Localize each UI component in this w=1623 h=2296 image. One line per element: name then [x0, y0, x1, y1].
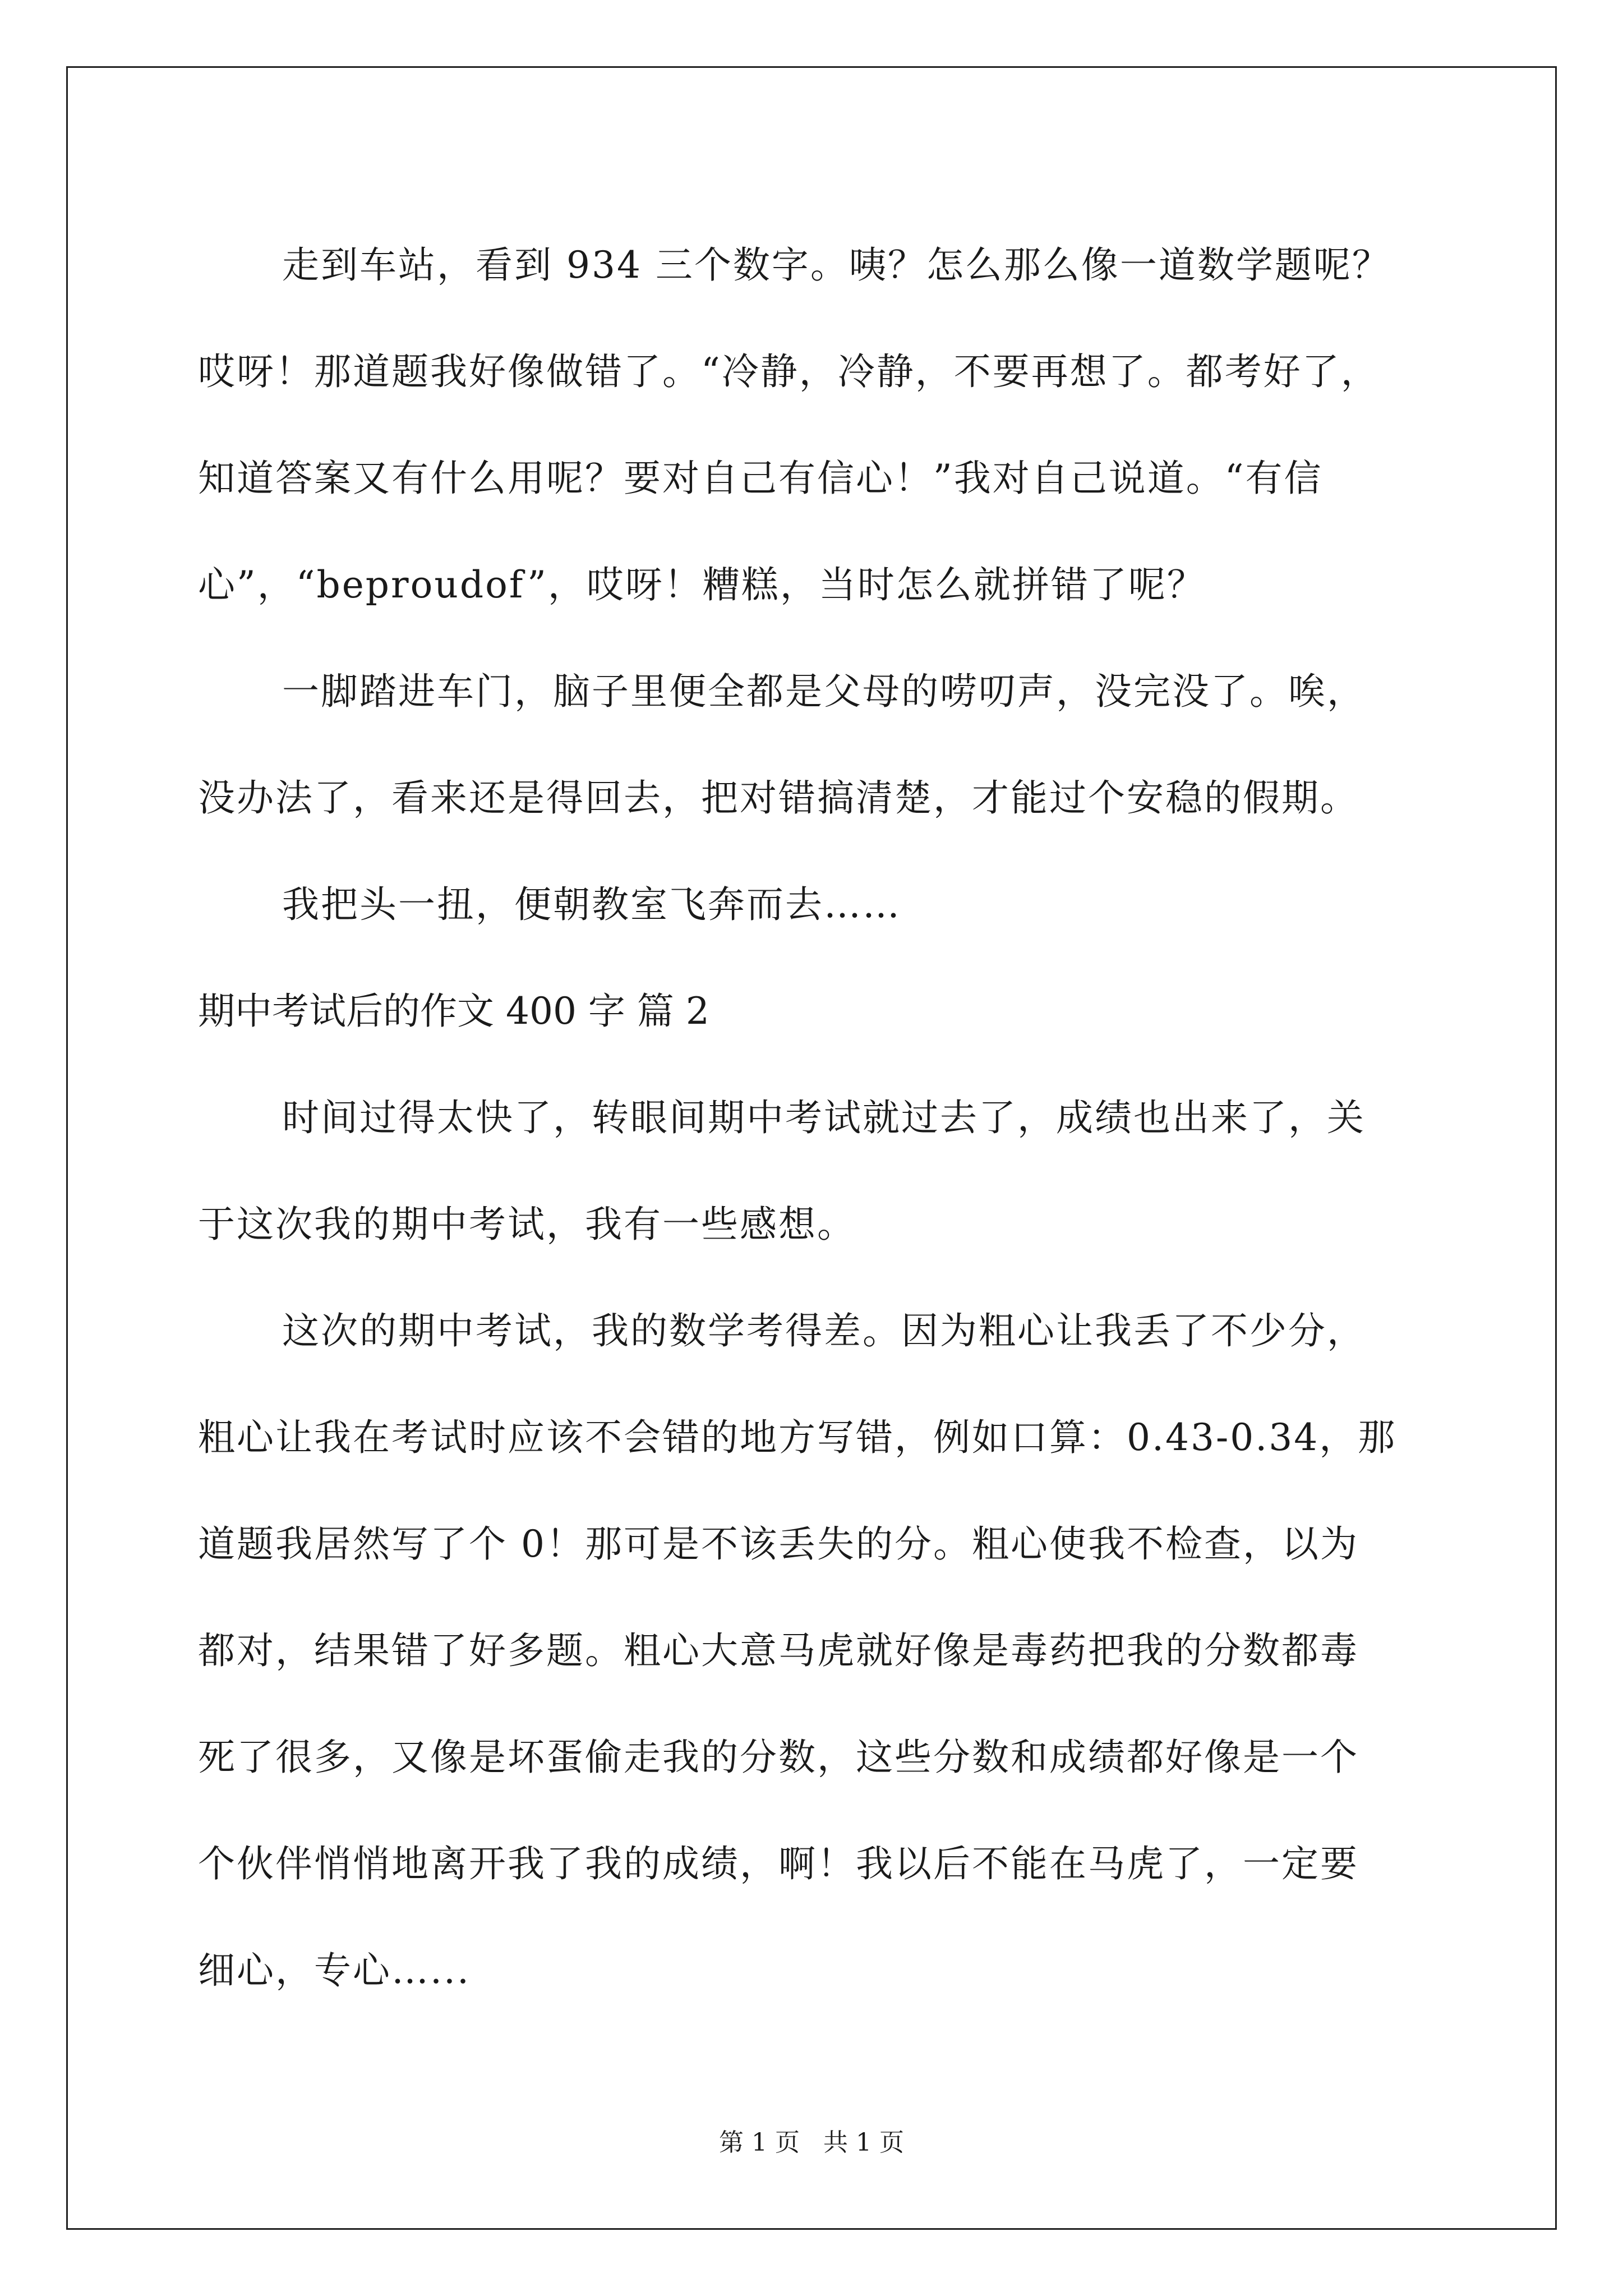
- paragraph-line-17: 细心，专心…...: [198, 1949, 471, 1992]
- paragraph-line-15: 死了很多，又像是坏蛋偷走我的分数，这些分数和成绩都好像是一个: [198, 1736, 1359, 1779]
- paragraph-line-12: 粗心让我在考试时应该不会错的地方写错，例如口算：0.43-0.34，那: [198, 1416, 1397, 1459]
- paragraph-line-14: 都对，结果错了好多题。粗心大意马虎就好像是毒药把我的分数都毒: [198, 1629, 1359, 1672]
- paragraph-line-1: 走到车站，看到 934 三个数字。咦？怎么那么像一道数学题呢？: [282, 243, 1391, 287]
- paragraph-line-13: 道题我居然写了个 0！那可是不该丢失的分。粗心使我不检查，以为: [198, 1522, 1359, 1566]
- paragraph-line-11: 这次的期中考试，我的数学考得差。因为粗心让我丢了不少分，: [282, 1309, 1366, 1352]
- document-body: [198, 212, 1437, 2024]
- paragraph-line-4: 心”，“beproudof”，哎呀！糟糕，当时怎么就拼错了呢？: [198, 563, 1206, 606]
- paragraph-line-2: 哎呀！那道题我好像做错了。“冷静，冷静，不要再想了。都考好了，: [198, 350, 1380, 393]
- paragraph-line-9: 时间过得太快了，转眼间期中考试就过去了，成绩也出来了，关: [282, 1096, 1366, 1139]
- section-heading: 期中考试后的作文 400 字 篇 2: [198, 990, 709, 1033]
- paragraph-line-10: 于这次我的期中考试，我有一些感想。: [198, 1203, 856, 1246]
- paragraph-line-5: 一脚踏进车门，脑子里便全都是父母的唠叨声，没完没了。唉，: [282, 670, 1366, 713]
- paragraph-line-3: 知道答案又有什么用呢？要对自己有信心！”我对自己说道。“有信: [198, 457, 1323, 500]
- paragraph-line-7: 我把头一扭，便朝教室飞奔而去……: [282, 883, 901, 926]
- page-number-footer: 第 1 页 共 1 页: [719, 2128, 904, 2157]
- paragraph-line-16: 个伙伴悄悄地离开我了我的成绩，啊！我以后不能在马虎了，一定要: [198, 1842, 1359, 1885]
- paragraph-line-6: 没办法了，看来还是得回去，把对错搞清楚，才能过个安稳的假期。: [198, 776, 1359, 820]
